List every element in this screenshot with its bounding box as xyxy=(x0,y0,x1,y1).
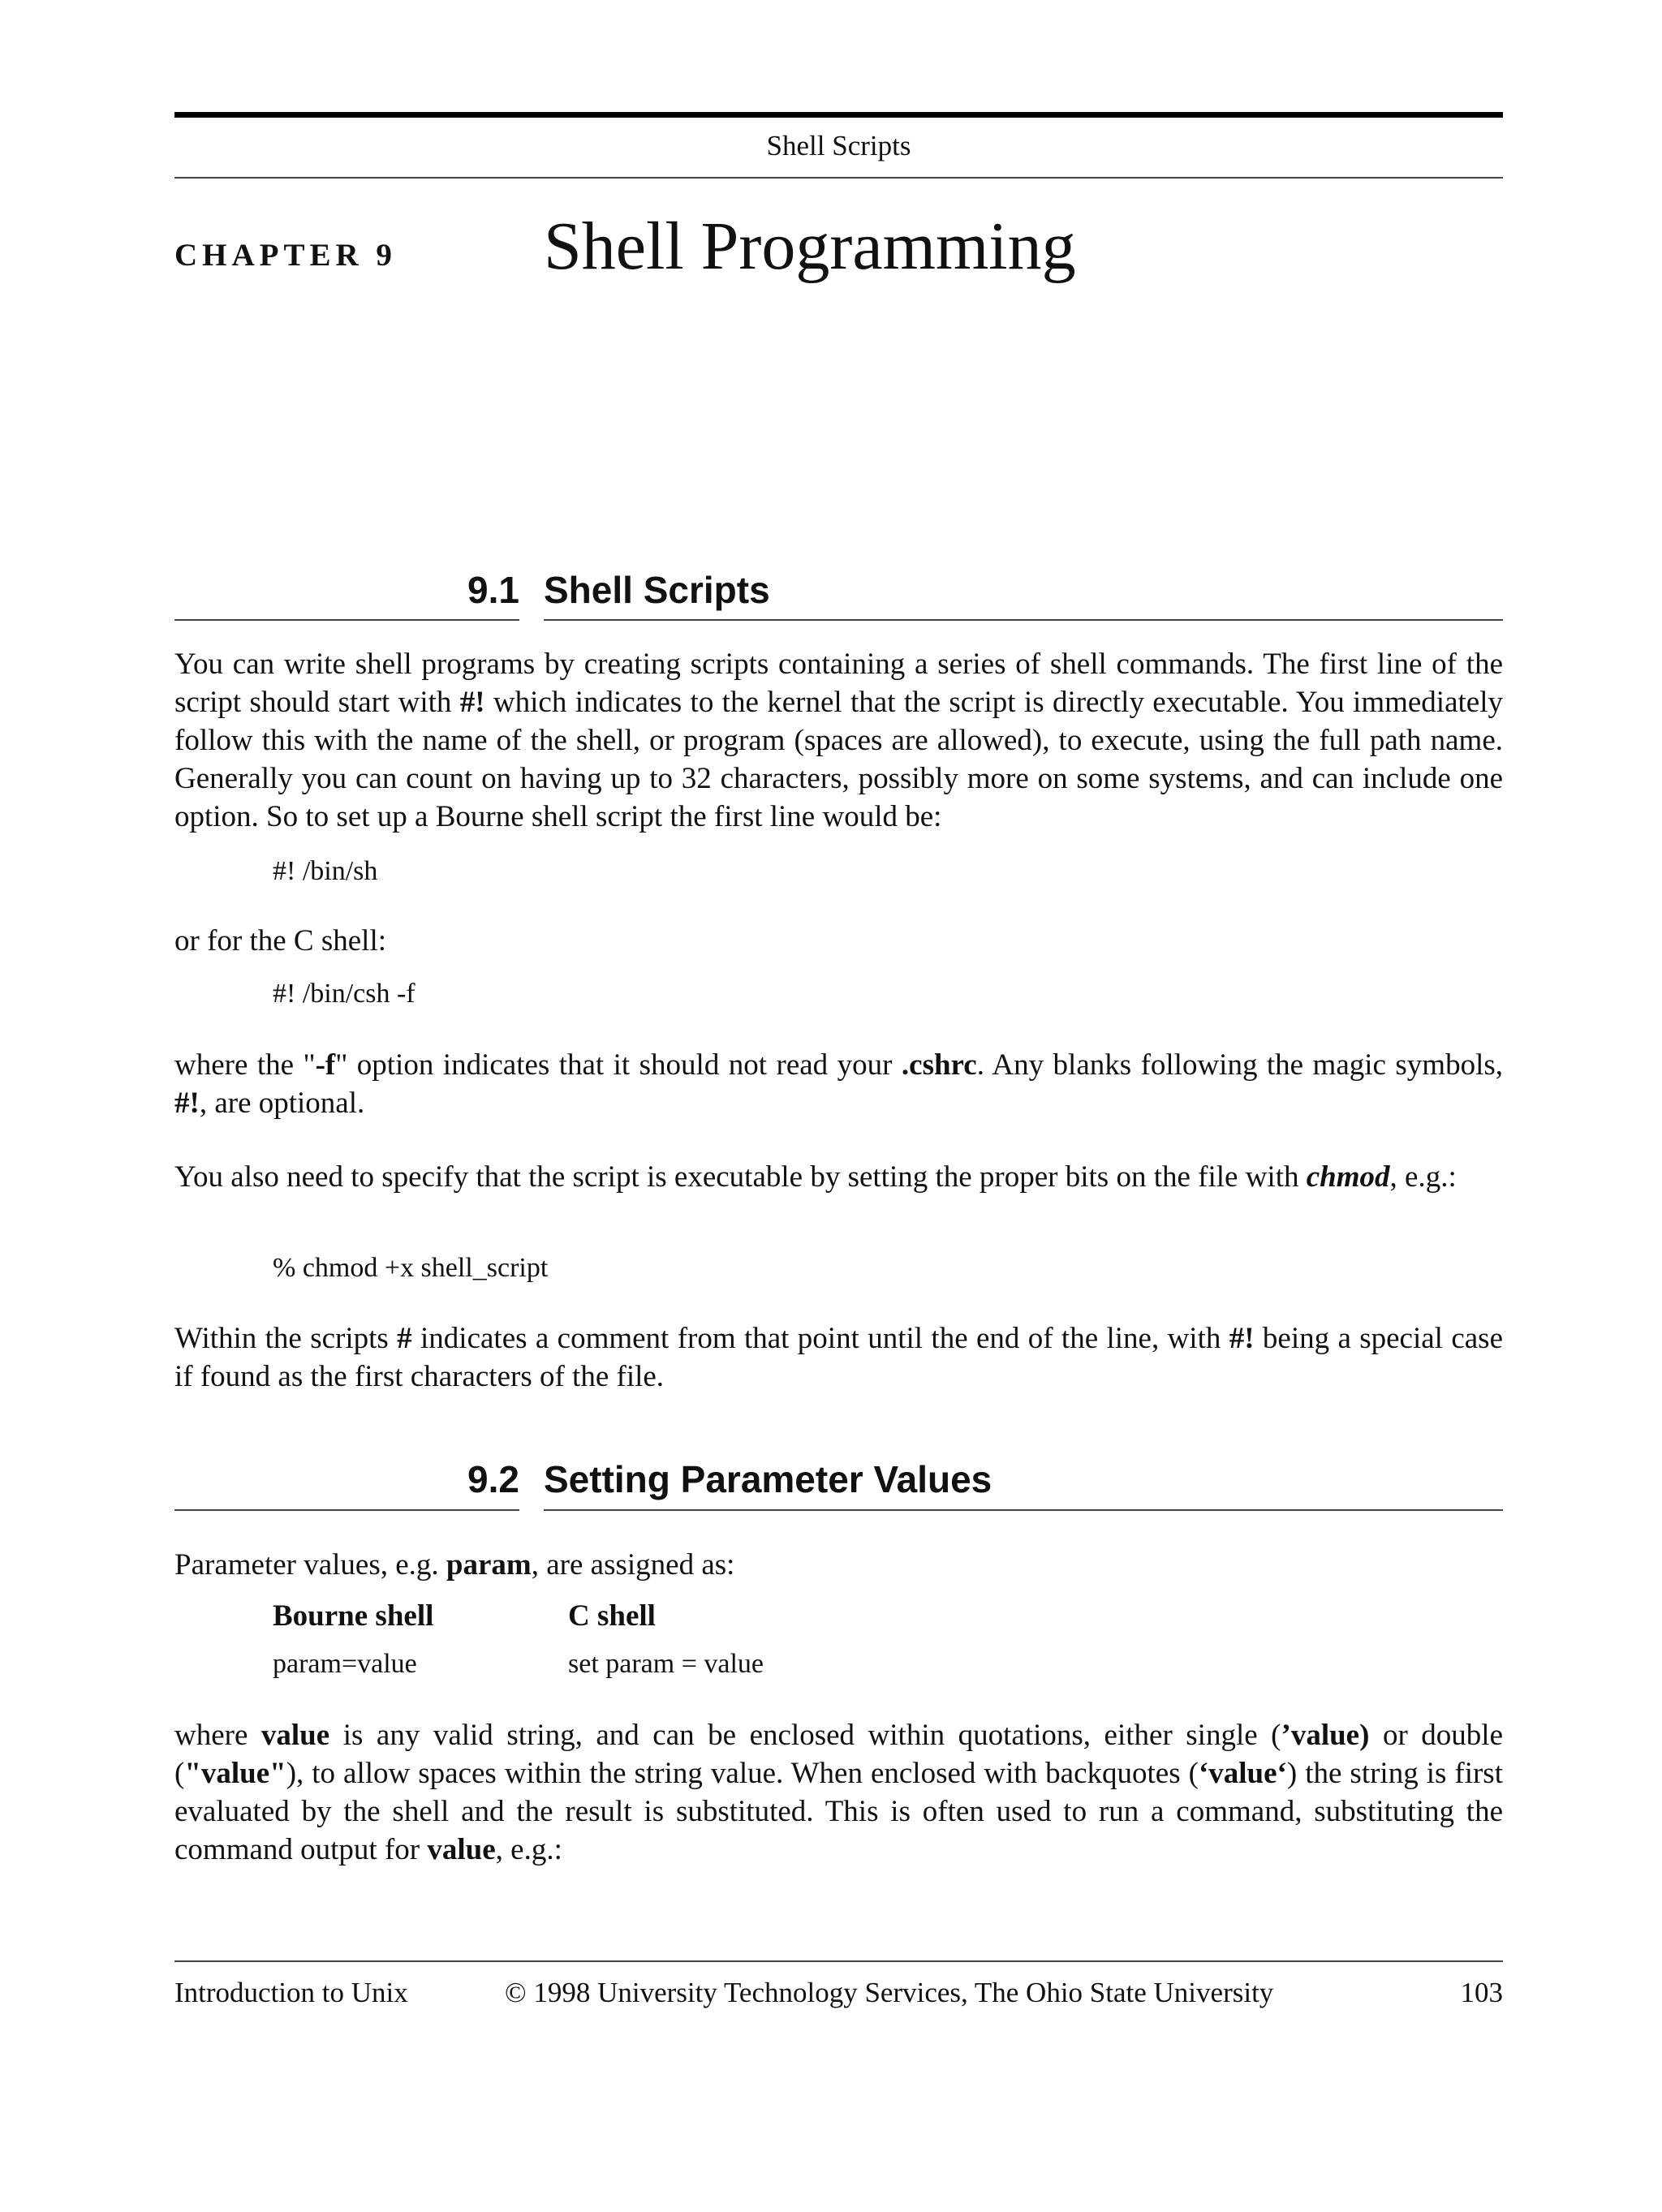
paragraph: You can write shell programs by creating scripts containing a series of shell commands. The first line of the script should start with #! which indicates to the kernel that the script is directly executable. You immediately follow this with the name of the shell, or program (spaces are allowed), to execute, using the full path name. Generally you can count on having up to 32 characters, possibly more on some systems, and can include one option. So to set up a Bourne shell script the first line would be: xyxy=(174,648,1503,833)
table-header-cshell: C shell xyxy=(568,1599,656,1633)
section-rule-left xyxy=(174,1509,519,1511)
code-line: % chmod +x shell_script xyxy=(273,1253,549,1283)
table-cell-cshell: set param = value xyxy=(568,1649,764,1679)
header-bottom-rule xyxy=(174,177,1503,179)
section-number: 9.1 xyxy=(467,569,519,611)
code-line: #! /bin/sh xyxy=(273,856,378,886)
section-title: Setting Parameter Values xyxy=(544,1458,992,1500)
header-top-rule xyxy=(174,112,1503,118)
paragraph: Parameter values, e.g. param, are assigned as: xyxy=(174,1548,735,1582)
section-rule-right xyxy=(544,619,1503,621)
paragraph: where the "-f" option indicates that it should not read your .cshrc. Any blanks following the magic symbols, #!, are optional. xyxy=(174,1048,1504,1120)
section-rule-right xyxy=(544,1509,1503,1511)
table-header-bourne: Bourne shell xyxy=(273,1599,434,1633)
section-number: 9.2 xyxy=(467,1458,519,1500)
section-title: Shell Scripts xyxy=(544,569,770,611)
paragraph: Within the scripts # indicates a comment from that point until the end of the line, with #! being a special case if found as the first characters of the file. xyxy=(174,1322,1503,1393)
table-cell-bourne: param=value xyxy=(273,1649,417,1679)
chapter-label: CHAPTER 9 xyxy=(174,238,397,273)
page-number: 103 xyxy=(1460,1977,1503,2008)
paragraph: You also need to specify that the script is executable by setting the proper bits on the file with chmod, e.g.: xyxy=(174,1160,1457,1194)
paragraph: where value is any valid string, and can be enclosed within quotations, either single (’value) or double ("value"), to allow spaces within the string value. When enclosed with backquotes (‘value‘) the string is first evaluated by the shell and the result is substituted. This is often used to run a command, substituting the command output for value, e.g.: xyxy=(174,1719,1503,1866)
code-line: #! /bin/csh -f xyxy=(273,979,416,1009)
paragraph: or for the C shell: xyxy=(174,924,387,958)
chapter-title: Shell Programming xyxy=(544,209,1076,284)
footer-rule xyxy=(174,1960,1503,1962)
running-head: Shell Scripts xyxy=(766,130,911,161)
footer-book-title: Introduction to Unix xyxy=(174,1977,408,2008)
section-rule-left xyxy=(174,619,519,621)
footer-copyright: © 1998 University Technology Services, The Ohio State University xyxy=(505,1977,1274,2008)
